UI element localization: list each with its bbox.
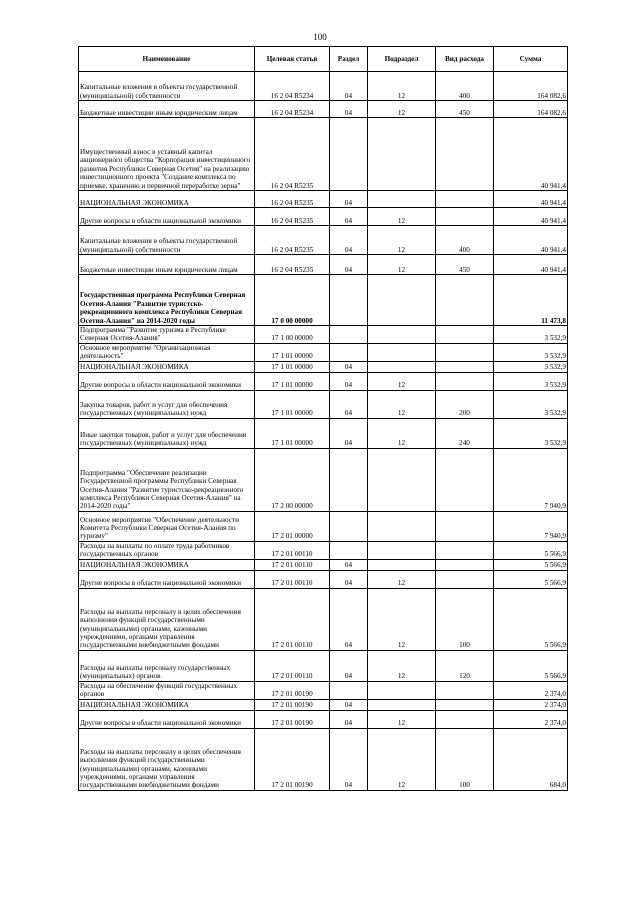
row-expense-type: 400 (436, 226, 494, 255)
row-section: 04 (330, 559, 368, 570)
row-sum: 40 941,4 (494, 226, 568, 255)
table-row (79, 681, 568, 699)
row-subsection (368, 343, 436, 361)
row-subsection: 12 (368, 418, 436, 448)
table-row (79, 448, 568, 511)
row-section (330, 275, 368, 326)
row-subsection (368, 118, 436, 191)
table-row (79, 361, 568, 372)
row-name: Расходы на обеспечение функций государственных органов (79, 681, 255, 699)
row-expense-type (436, 191, 494, 208)
row-name: Закупка товаров, работ и услуг для обеспечения государственных (муниципальных) нужд (79, 390, 255, 418)
table-row (79, 511, 568, 541)
row-target-article: 17 2 00 00000 (255, 448, 330, 511)
row-expense-type (436, 570, 494, 588)
row-expense-type (436, 699, 494, 710)
row-sum: 7 940,9 (494, 448, 568, 511)
table-row (79, 101, 568, 118)
row-target-article: 16 2 04 R5235 (255, 191, 330, 208)
row-subsection (368, 191, 436, 208)
row-name: Расходы на выплаты персоналу в целях обеспечения выполнения функций государственными (муниципальными) органами, казенными учреждениями, органами управления государственными внебюджетными фондами (79, 588, 255, 650)
row-subsection: 12 (368, 208, 436, 226)
row-sum: 5 566,9 (494, 570, 568, 588)
row-subsection (368, 559, 436, 570)
row-subsection: 12 (368, 226, 436, 255)
row-sum: 3 532,9 (494, 343, 568, 361)
row-name: Подпрограмма "Обеспечение реализации Государственной программы Республики Северная Осетия-Алания "Развитие туристско-рекреационного комплекса Республики Северная Осетия-Алания" на 2014-2020 годы" (79, 448, 255, 511)
table-row (79, 588, 568, 650)
row-target-article: 17 1 01 00000 (255, 361, 330, 372)
row-expense-type (436, 326, 494, 344)
row-section (330, 448, 368, 511)
row-sum: 3 532,9 (494, 372, 568, 390)
row-name: Другие вопросы в области национальной экономики (79, 372, 255, 390)
row-subsection (368, 275, 436, 326)
row-name: НАЦИОНАЛЬНАЯ ЭКОНОМИКА (79, 559, 255, 570)
row-sum: 5 566,9 (494, 559, 568, 570)
header-subsection: Подраздел (368, 47, 436, 72)
row-target-article: 17 2 01 00000 (255, 511, 330, 541)
row-section: 04 (330, 226, 368, 255)
row-expense-type (436, 710, 494, 728)
row-subsection (368, 699, 436, 710)
row-expense-type: 240 (436, 418, 494, 448)
row-section: 04 (330, 372, 368, 390)
row-section (330, 118, 368, 191)
row-sum: 164 082,6 (494, 101, 568, 118)
row-name: Имущественный взнос в уставный капитал акционерного общества "Корпорация инвестиционного развития Республики Северная Осетия" на реализацию инвестиционного проекта "Создание комплекса по приемке, хранению и первичной переработке зерна" (79, 118, 255, 191)
row-name: Расходы на выплаты персоналу в целях обеспечения выполнения функций государственными (муниципальными) органами, казенными учреждениями, органами управления государственными внебюджетными фондами (79, 728, 255, 790)
row-section: 04 (330, 710, 368, 728)
row-sum: 5 566,9 (494, 588, 568, 650)
row-subsection: 12 (368, 728, 436, 790)
row-target-article: 16 2 04 R5235 (255, 118, 330, 191)
row-expense-type (436, 118, 494, 191)
row-section: 04 (330, 191, 368, 208)
row-name: Капитальные вложения в объекты государственной (муниципальной) собственности (79, 72, 255, 101)
row-section: 04 (330, 418, 368, 448)
row-sum: 2 374,0 (494, 699, 568, 710)
row-subsection: 12 (368, 372, 436, 390)
header-section: Раздел (330, 47, 368, 72)
row-expense-type: 100 (436, 728, 494, 790)
row-section: 04 (330, 728, 368, 790)
row-section: 04 (330, 699, 368, 710)
row-section: 04 (330, 361, 368, 372)
row-name: Основное мероприятие "Обеспечение деятельности Комитета Республики Северная Осетия-Алания по туризму" (79, 511, 255, 541)
row-section (330, 343, 368, 361)
table-row (79, 72, 568, 101)
row-name: Другие вопросы в области национальной экономики (79, 208, 255, 226)
row-sum: 11 473,8 (494, 275, 568, 326)
page-number: 100 (313, 32, 327, 42)
row-section: 04 (330, 255, 368, 275)
row-target-article: 17 2 01 00110 (255, 570, 330, 588)
row-section (330, 681, 368, 699)
table-row (79, 372, 568, 390)
row-name: Другие вопросы в области национальной экономики (79, 710, 255, 728)
row-target-article: 17 2 01 00190 (255, 728, 330, 790)
row-name: Расходы на выплаты по оплате труда работников государственных органов (79, 541, 255, 559)
row-expense-type (436, 511, 494, 541)
row-expense-type (436, 361, 494, 372)
row-expense-type (436, 208, 494, 226)
row-name: НАЦИОНАЛЬНАЯ ЭКОНОМИКА (79, 361, 255, 372)
row-sum: 3 532,9 (494, 418, 568, 448)
row-target-article: 17 2 01 00190 (255, 710, 330, 728)
row-sum: 5 566,9 (494, 541, 568, 559)
row-expense-type: 120 (436, 650, 494, 681)
row-subsection: 12 (368, 588, 436, 650)
row-name: Другие вопросы в области национальной экономики (79, 570, 255, 588)
row-sum: 40 941,4 (494, 118, 568, 191)
row-section: 04 (330, 101, 368, 118)
row-section (330, 511, 368, 541)
row-section: 04 (330, 588, 368, 650)
row-expense-type: 400 (436, 72, 494, 101)
table-row (79, 191, 568, 208)
row-section: 04 (330, 72, 368, 101)
row-sum: 2 374,0 (494, 681, 568, 699)
table-row (79, 699, 568, 710)
header-sum: Сумма (494, 47, 568, 72)
row-subsection: 12 (368, 101, 436, 118)
row-sum: 40 941,4 (494, 255, 568, 275)
table-row (79, 570, 568, 588)
row-target-article: 17 1 01 00000 (255, 372, 330, 390)
budget-table (78, 46, 568, 791)
header-name: Наименование (79, 47, 255, 72)
row-expense-type (436, 343, 494, 361)
row-target-article: 17 0 00 00000 (255, 275, 330, 326)
row-section (330, 326, 368, 344)
row-target-article: 17 2 01 00190 (255, 699, 330, 710)
row-expense-type: 450 (436, 255, 494, 275)
row-name: Подпрограмма "Развитие туризма в Республике Северная Осетия-Алания" (79, 326, 255, 344)
table-row (79, 710, 568, 728)
row-name: Государственная программа Республики Северная Осетия-Алания "Развитие туристско-рекреационного комплекса Республики Северная Осетия-Алания" на 2014-2020 годы (79, 275, 255, 326)
row-expense-type (436, 275, 494, 326)
row-sum: 5 566,9 (494, 650, 568, 681)
row-section: 04 (330, 570, 368, 588)
row-name: Расходы на выплаты персоналу государственных (муниципальных) органов (79, 650, 255, 681)
row-expense-type (436, 372, 494, 390)
table-row (79, 343, 568, 361)
table-row (79, 650, 568, 681)
row-subsection: 12 (368, 72, 436, 101)
row-target-article: 17 1 00 00000 (255, 326, 330, 344)
row-sum: 3 532,9 (494, 361, 568, 372)
row-expense-type: 450 (436, 101, 494, 118)
row-sum: 40 941,4 (494, 208, 568, 226)
row-subsection: 12 (368, 570, 436, 588)
row-target-article: 17 2 01 00110 (255, 559, 330, 570)
row-target-article: 16 2 04 R5235 (255, 208, 330, 226)
row-expense-type (436, 448, 494, 511)
row-name: НАЦИОНАЛЬНАЯ ЭКОНОМИКА (79, 699, 255, 710)
row-name: Основное мероприятие "Организационная деятельность" (79, 343, 255, 361)
row-name: Иные закупки товаров, работ и услуг для обеспечения государственных (муниципальных) нужд (79, 418, 255, 448)
row-target-article: 17 1 01 00000 (255, 390, 330, 418)
row-target-article: 16 2 04 R5235 (255, 255, 330, 275)
table-row (79, 226, 568, 255)
row-name: НАЦИОНАЛЬНАЯ ЭКОНОМИКА (79, 191, 255, 208)
table-row (79, 275, 568, 326)
table-row (79, 541, 568, 559)
row-expense-type (436, 559, 494, 570)
table-row (79, 208, 568, 226)
table-body (79, 72, 568, 791)
table-row (79, 118, 568, 191)
row-expense-type (436, 681, 494, 699)
row-subsection (368, 511, 436, 541)
row-expense-type (436, 541, 494, 559)
row-subsection: 12 (368, 650, 436, 681)
row-section: 04 (330, 650, 368, 681)
row-target-article: 16 2 04 R5235 (255, 226, 330, 255)
row-subsection (368, 326, 436, 344)
header-target-article: Целевая статья (255, 47, 330, 72)
row-subsection (368, 448, 436, 511)
table-row (79, 559, 568, 570)
row-sum: 7 940,9 (494, 511, 568, 541)
row-target-article: 16 2 04 R5234 (255, 101, 330, 118)
table-row (79, 390, 568, 418)
table-row (79, 326, 568, 344)
row-name: Бюджетные инвестиции иным юридическим лицам (79, 101, 255, 118)
row-target-article: 17 1 01 00000 (255, 343, 330, 361)
row-target-article: 17 1 01 00000 (255, 418, 330, 448)
row-sum: 40 941,4 (494, 191, 568, 208)
row-target-article: 17 2 01 00110 (255, 541, 330, 559)
row-subsection (368, 361, 436, 372)
row-expense-type: 100 (436, 588, 494, 650)
row-sum: 3 532,9 (494, 390, 568, 418)
row-subsection: 12 (368, 390, 436, 418)
header-expense-type: Вид расхода (436, 47, 494, 72)
row-sum: 684,0 (494, 728, 568, 790)
row-subsection (368, 681, 436, 699)
row-sum: 164 082,6 (494, 72, 568, 101)
row-subsection (368, 541, 436, 559)
row-name: Бюджетные инвестиции иным юридическим лицам (79, 255, 255, 275)
row-target-article: 17 2 01 00110 (255, 650, 330, 681)
row-section: 04 (330, 208, 368, 226)
row-target-article: 17 2 01 00110 (255, 588, 330, 650)
row-section: 04 (330, 390, 368, 418)
table-row (79, 728, 568, 790)
table-header-row (79, 47, 568, 72)
row-name: Капитальные вложения в объекты государственной (муниципальной) собственности (79, 226, 255, 255)
row-sum: 3 532,9 (494, 326, 568, 344)
row-subsection: 12 (368, 255, 436, 275)
row-expense-type: 200 (436, 390, 494, 418)
row-section (330, 541, 368, 559)
table-row (79, 418, 568, 448)
row-sum: 2 374,0 (494, 710, 568, 728)
row-target-article: 17 2 01 00190 (255, 681, 330, 699)
table-row (79, 255, 568, 275)
row-subsection: 12 (368, 710, 436, 728)
row-target-article: 16 2 04 R5234 (255, 72, 330, 101)
